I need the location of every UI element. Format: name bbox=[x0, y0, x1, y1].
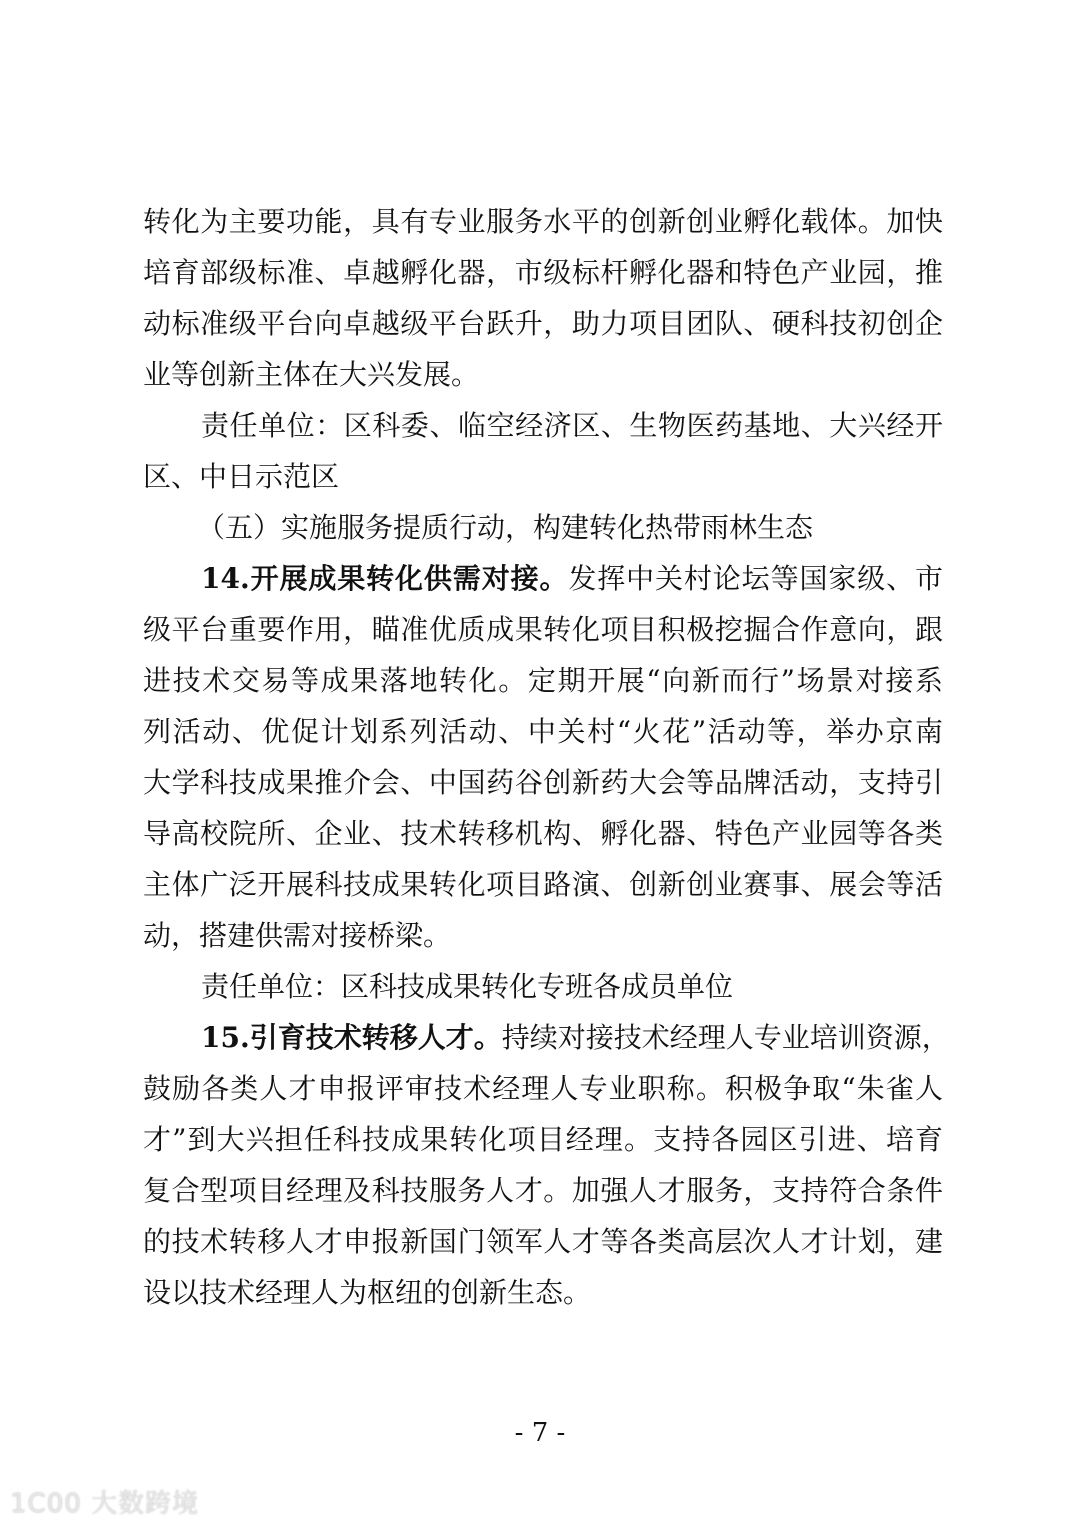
paragraph-line: 的技术转移人才申报新国门领军人才等各类高层次人才计划，建 bbox=[143, 1225, 943, 1258]
paragraph-line: 转化为主要功能，具有专业服务水平的创新创业孵化载体。加快 bbox=[143, 205, 943, 238]
paragraph-line: 培育部级标准、卓越孵化器，市级标杆孵化器和特色产业园，推 bbox=[143, 256, 943, 289]
section-heading: （五）实施服务提质行动，构建转化热带雨林生态 bbox=[197, 511, 814, 544]
paragraph-text: 持续对接技术经理人专业培训资源， bbox=[501, 1021, 950, 1054]
responsible-units-line: 责任单位：区科技成果转化专班各成员单位 bbox=[201, 970, 734, 1003]
paragraph-line: 大学科技成果推介会、中国药谷创新药大会等品牌活动，支持引 bbox=[143, 766, 943, 799]
item-14-first-line bbox=[143, 553, 943, 604]
document-body bbox=[143, 196, 950, 1318]
item-14-title: 14.开展成果转化供需对接。 bbox=[201, 562, 569, 595]
paragraph-line: 列活动、优促计划系列活动、中关村“火花”活动等，举办京南 bbox=[143, 715, 943, 748]
paragraph-line: 才”到大兴担任科技成果转化项目经理。支持各园区引进、培育 bbox=[143, 1123, 943, 1156]
paragraph-line: 导高校院所、企业、技术转移机构、孵化器、特色产业园等各类 bbox=[143, 817, 943, 850]
paragraph-line: 进技术交易等成果落地转化。定期开展“向新而行”场景对接系 bbox=[143, 664, 943, 697]
paragraph-line: 设以技术经理人为枢纽的创新生态。 bbox=[143, 1276, 592, 1309]
paragraph-line: 动，搭建供需对接桥梁。 bbox=[143, 919, 452, 952]
responsible-units-line: 责任单位：区科委、临空经济区、生物医药基地、大兴经开 bbox=[201, 409, 943, 442]
paragraph-line: 业等创新主体在大兴发展。 bbox=[143, 358, 480, 391]
paragraph-line: 动标准级平台向卓越级平台跃升，助力项目团队、硬科技初创企 bbox=[143, 307, 943, 340]
paragraph-line: 鼓励各类人才申报评审技术经理人专业职称。积极争取“朱雀人 bbox=[143, 1072, 943, 1105]
item-15-title: 15.引育技术转移人才。 bbox=[201, 1021, 502, 1054]
paragraph-text: 发挥中关村论坛等国家级、市 bbox=[568, 562, 943, 595]
watermark-logo: 1C00 大数跨境 bbox=[10, 1489, 200, 1519]
paragraph-line: 主体广泛开展科技成果转化项目路演、创新创业赛事、展会等活 bbox=[143, 868, 943, 901]
paragraph-line: 复合型项目经理及科技服务人才。加强人才服务，支持符合条件 bbox=[143, 1174, 943, 1207]
page-number: - 7 - bbox=[514, 1418, 566, 1448]
responsible-units-line: 区、中日示范区 bbox=[143, 460, 340, 493]
paragraph-line: 级平台重要作用，瞄准优质成果转化项目积极挖掘合作意向，跟 bbox=[143, 613, 943, 646]
item-15-first-line bbox=[143, 1012, 950, 1063]
